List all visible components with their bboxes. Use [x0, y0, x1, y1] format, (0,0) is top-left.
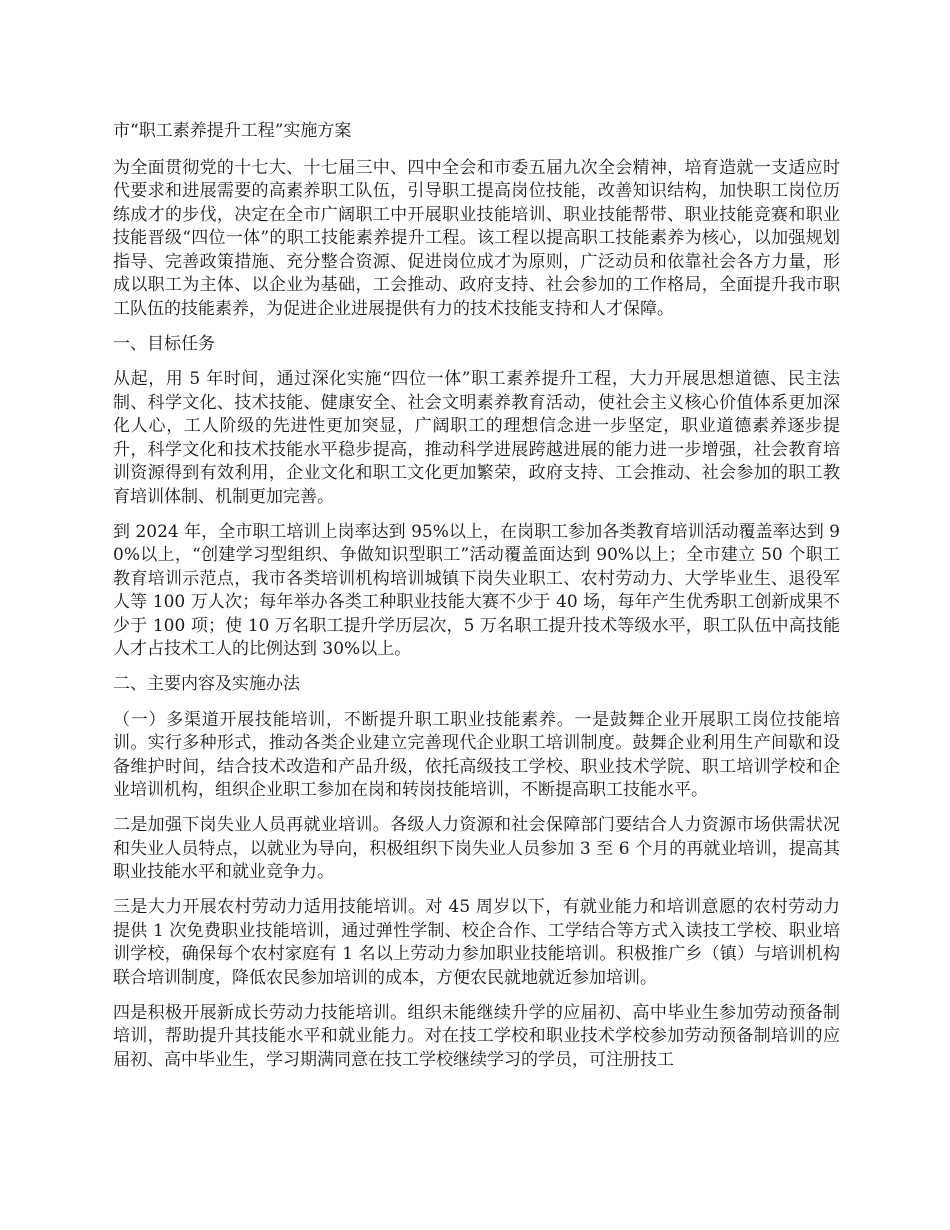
document-title: 市“职工素养提升工程”实施方案	[113, 121, 352, 141]
section-heading-goals: 一、目标任务	[113, 333, 215, 354]
content-paragraph-1: （一）多渠道开展技能培训，不断提升职工职业技能素养。一是鼓舞企业开展职工岗位技能培训。实行多种形式，推动各类企业建立完善现代企业职工培训制度。鼓舞企业利用生产间歇和设备维护时间，结合技术改造和产品升级，依托高级技工学校、职业技术学院、职工培训学校和企业培训机构，组织企业职工参加在岗和转岗技能培训，不断提高职工技能水平。	[113, 709, 840, 800]
goals-paragraph-2: 到 2024 年，全市职工培训上岗率达到 95%以上，在岗职工参加各类教育培训活动覆盖率达到 90%以上，“创建学习型组织、争做知识型职工”活动覆盖面达到 90%以上；全市建立 50 个职工教育培训示范点，我市各类培训机构培训城镇下岗失业职工、农村劳动力、大学毕业生、退役军人等 100 万人次；每年举办各类工种职业技能大赛不少于 40 场，每年产生优秀职工创新成果不少于 100 项；使 10 万名职工提升学历层次，5 万名职工提升技术等级水平，职工队伍中高技能人才占技术工人的比例达到 30%以上。	[113, 521, 840, 659]
content-paragraph-3: 三是大力开展农村劳动力适用技能培训。对 45 周岁以下，有就业能力和培训意愿的农村劳动力提供 1 次免费职业技能培训，通过弹性学制、校企合作、工学结合等方式入读技工学校、职业培训学校，确保每个农村家庭有 1 名以上劳动力参加职业技能培训。积极推广乡（镇）与培训机构联合培训制度，降低农民参加培训的成本，方便农民就地就近参加培训。	[113, 897, 840, 988]
goals-paragraph-1: 从起，用 5 年时间，通过深化实施“四位一体”职工素养提升工程，大力开展思想道德、民主法制、科学文化、技术技能、健康安全、社会文明素养教育活动，使社会主义核心价值体系更加深化人心，工人阶级的先进性更加突显，广阔职工的理想信念进一步坚定，职业道德素养逐步提升，科学文化和技术技能水平稳步提高，推动科学进展跨越进展的能力进一步增强，社会教育培训资源得到有效利用，企业文化和职工文化更加繁荣，政府支持、工会推动、社会参加的职工教育培训体制、机制更加完善。	[113, 369, 840, 507]
content-paragraph-2: 二是加强下岗失业人员再就业培训。各级人力资源和社会保障部门要结合人力资源市场供需状况和失业人员特点，以就业为导向，积极组织下岗失业人员参加 3 至 6 个月的再就业培训，提高其职业技能水平和就业竞争力。	[113, 815, 840, 882]
section-heading-content: 二、主要内容及实施办法	[113, 674, 300, 694]
document-page	[113, 120, 840, 1084]
content-paragraph-4: 四是积极开展新成长劳动力技能培训。组织未能继续升学的应届初、高中毕业生参加劳动预备制培训，帮助提升其技能水平和就业能力。对在技工学校和职业技术学校参加劳动预备制培训的应届初、高中毕业生，学习期满同意在技工学校继续学习的学员，可注册技工	[113, 1002, 840, 1070]
intro-paragraph: 为全面贯彻党的十七大、十七届三中、四中全会和市委五届九次全会精神，培育造就一支适应时代要求和进展需要的高素养职工队伍，引导职工提高岗位技能，改善知识结构，加快职工岗位历练成才的步伐，决定在全市广阔职工中开展职业技能培训、职业技能帮带、职业技能竞赛和职业技能晋级“四位一体”的职工技能素养提升工程。该工程以提高职工技能素养为核心，以加强规划指导、完善政策措施、充分整合资源、促进岗位成才为原则，广泛动员和依靠社会各方力量，形成以职工为主体、以企业为基础，工会推动、政府支持、社会参加的工作格局，全面提升我市职工队伍的技能素养，为促进企业进展提供有力的技术技能支持和人才保障。	[113, 157, 840, 319]
